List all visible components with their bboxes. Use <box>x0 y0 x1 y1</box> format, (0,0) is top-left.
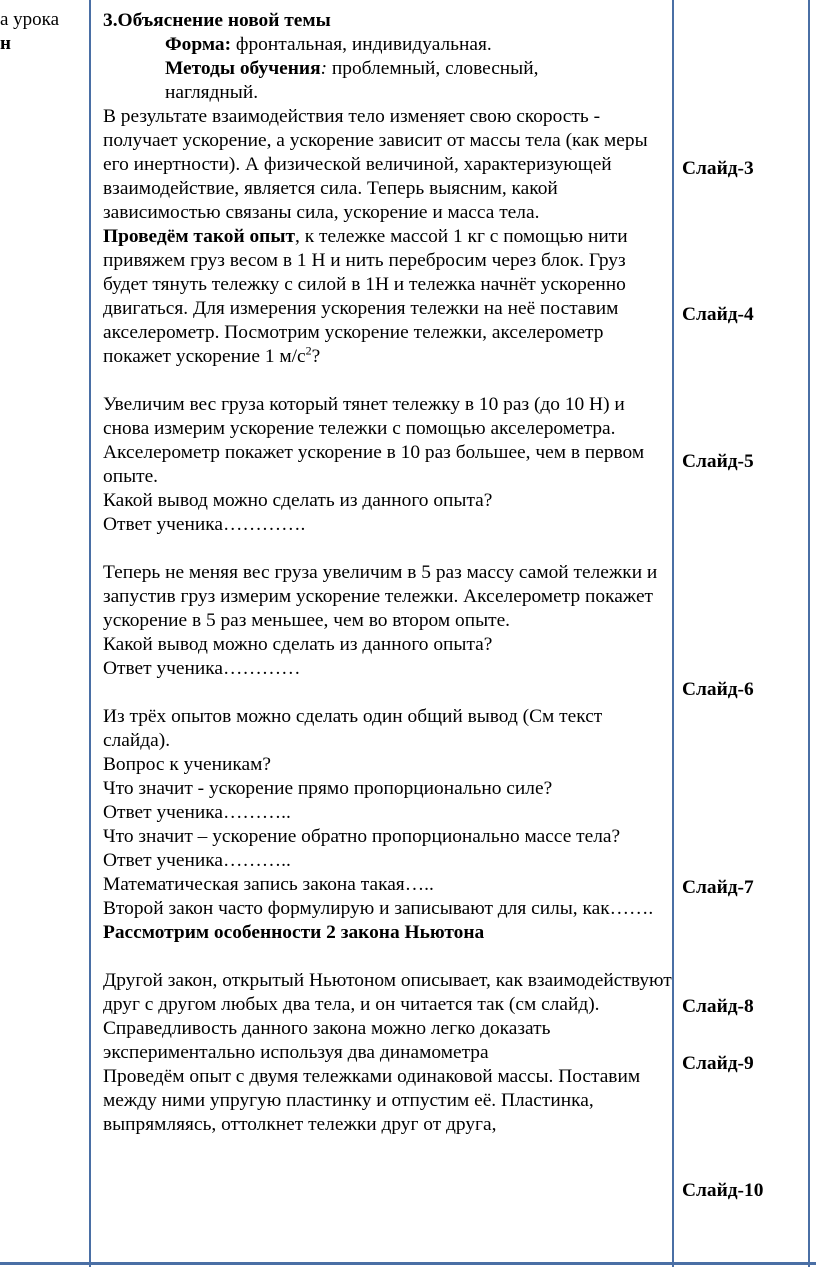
form-line <box>103 33 673 57</box>
paragraph-conclusion: Из трёх опытов можно сделать один общий вывод (См текст слайда). <box>103 706 603 751</box>
table-border-right <box>808 0 810 1267</box>
paragraph-experiment-2: Увеличим вес груза который тянет тележку в 10 раз (до 10 Н) и снова измерим ускорение тележки с помощью акселерометра. Акселерометр покажет ускорение в 10 раз большее, чем в первом опыте. <box>103 394 645 487</box>
experiment-2-question: Какой вывод можно сделать из данного опыта? <box>103 490 493 511</box>
form-label: Форма: <box>165 34 232 55</box>
methods-value-2: наглядный. <box>165 82 259 103</box>
slide-ref-9: Слайд-9 <box>682 1053 754 1074</box>
methods-value: проблемный, словесный, <box>327 58 539 79</box>
slide-ref-10: Слайд-10 <box>682 1180 764 1201</box>
answer-mass: Ответ ученика……….. <box>103 850 291 871</box>
left-cell-line1: а урока <box>0 9 60 30</box>
spacer <box>103 537 673 561</box>
question-mass: Что значит – ускорение обратно пропорционально массе тела? <box>103 826 621 847</box>
paragraph-intro: В результате взаимодействия тело изменяет свою скорость - получает ускорение, а ускорение зависит от массы тела (как меры его инертности). А физической величиной, характеризующей взаимодействие, является сила. Теперь выясним, какой зависимостью связаны сила, ускорение и масса тела. <box>103 106 648 223</box>
methods-colon: : <box>320 58 328 79</box>
paragraph-third-law: Другой закон, открытый Ньютоном описывает, как взаимодействуют друг с другом любых два тела, и он читается так (см слайд). <box>103 970 672 1015</box>
methods-line <box>103 57 673 81</box>
slide-ref-7: Слайд-7 <box>682 877 754 898</box>
table-border-bottom <box>0 1262 816 1265</box>
experiment-3-answer: Ответ ученика………… <box>103 658 301 679</box>
spacer <box>103 369 673 393</box>
slide-ref-8: Слайд-8 <box>682 996 754 1017</box>
question-force: Что значит - ускорение прямо пропорционально силе? <box>103 778 553 799</box>
table-border-left <box>89 0 91 1267</box>
section-heading: 3.Объяснение новой темы <box>103 10 331 31</box>
paragraph-dynamometers: Справедливость данного закона можно легко доказать экспериментально используя два динамометра <box>103 1018 551 1063</box>
left-cell-line2: н <box>0 33 11 54</box>
spacer <box>103 945 673 969</box>
methods-label: Методы обучения <box>165 58 321 79</box>
left-cell <box>0 8 86 56</box>
experiment-1-text: , к тележке массой 1 кг с помощью нити привяжем груз весом в 1 Н и нить перебросим через блок. Груз будет тянуть тележку с силой в 1Н и тележка начнёт ускоренно двигаться. Для измерения ускорения тележки на неё поставим акселерометр. Посмотрим ускорение тележки, акселерометр покажет ускорение 1 м/с <box>103 226 628 367</box>
spacer <box>103 681 673 705</box>
experiment-1-lead: Проведём такой опыт <box>103 226 295 247</box>
paragraph-experiment-1 <box>103 225 673 369</box>
experiment-1-sup: 2 <box>305 343 312 358</box>
math-record: Математическая запись закона такая….. <box>103 874 434 895</box>
question-to-students: Вопрос к ученикам? <box>103 754 272 775</box>
answer-force: Ответ ученика……….. <box>103 802 291 823</box>
slide-ref-4: Слайд-4 <box>682 304 754 325</box>
slide-ref-6: Слайд-6 <box>682 679 754 700</box>
second-law-features: Рассмотрим особенности 2 закона Ньютона <box>103 922 485 943</box>
second-law-force: Второй закон часто формулирую и записывают для силы, как……. <box>103 898 654 919</box>
paragraph-carts: Проведём опыт с двумя тележками одинаковой массы. Поставим между ними упругую пластинку и отпустим её. Пластинка, выпрямляясь, оттолкнет тележки друг от друга, <box>103 1066 641 1135</box>
paragraph-experiment-3: Теперь не меняя вес груза увеличим в 5 раз массу самой тележки и запустив груз измерим ускорение тележки. Акселерометр покажет ускорение в 5 раз меньшее, чем во втором опыте. <box>103 562 658 631</box>
experiment-3-question: Какой вывод можно сделать из данного опыта? <box>103 634 493 655</box>
form-value: фронтальная, индивидуальная. <box>231 34 492 55</box>
slide-ref-5: Слайд-5 <box>682 451 754 472</box>
experiment-1-end: ? <box>311 346 321 367</box>
lesson-content <box>103 9 673 1137</box>
slide-ref-3: Слайд-3 <box>682 158 754 179</box>
experiment-2-answer: Ответ ученика…………. <box>103 514 306 535</box>
